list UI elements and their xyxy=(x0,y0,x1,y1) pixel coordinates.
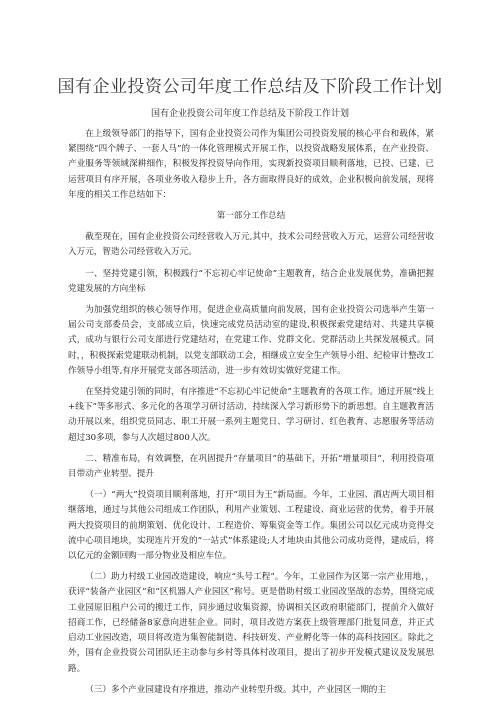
paragraph-industrial-parks: （三）多个产业园建设有序推进，推动产业转型升级。其中，产业园区一期的主 xyxy=(85,684,386,695)
document-title: 国有企业投资公司年度工作总结及下阶段工作计划 xyxy=(57,77,443,97)
heading-party-building: 一、坚持党建引领，积极践行“不忘初心牢记使命”主题教育，结合企业发展优势，准确把握党建发展的方向坐标 xyxy=(68,268,434,294)
paragraph-village-park: （二）助力村级工业园改造建设，响应“头号工程”。今年，工业园作为区第一宗产业用地，，获评“装备产业园区”和“区机器人产业园区”称号。更是借助村级工业园改坚战的态势，围绕完成工业园原旧租户公司的搬迁工作，同步通过收集资源，协调相关区政府职能部门，提前介入做好招商工作，已经储备8家意向进驻企业。同时，项目改造方案获上级管理部门批复同意，并正式启动工业园改造，项目将改造为集智能制造、科技研发、产业孵化等一体的高科技园区。除此之外，国有企业投资公司团队还主动参与乡村等具体村改项目，提出了初步开发模式建议及发展思路。 xyxy=(68,572,434,674)
section-heading-part-one: 第一部分工作总结 xyxy=(216,211,286,222)
paragraph-theme-education: 在坚持党建引领的同时，有序推进“不忘初心牢记使命”主题教育的各项工作。通过开展“线上+线下”等多形式、多元化的各项学习研讨活动，持续深入学习新形势下的新思想。自主题教育活动开展以来，组织党员同志、职工开展一系列主题党日、学习研讨、红色教育、志愿服务等活动超过30多项，参与人次超过800人次。 xyxy=(68,387,434,443)
paragraph-intro: 在上级领导部门的指导下，国有企业投资公司作为集团公司投资发展的核心平台和载体，紧紧围绕“四个牌子、一套人马”的一体化管理模式开展工作，以投资战略发展体系，在产业投资、产业服务等领域深耕细作，积极发挥投资导向作用，实现新投资项目顺利落地，已投、已建、已运营项目有序开展，各项业务收入稳步上升，各方面取得良好的成效，企业积极向前发展，现将年度的相关工作总结如下： xyxy=(68,129,434,200)
paragraph-party-organization: 为加强党组织的核心领导作用，促进企业高质量向前发展，国有企业投资公司选举产生第一届公司支部委员会，支部成立后，快速完成党员活动室的建设,积极探索党建结对、共建共享模式，成功与银行公司支部进行党建结对，在党建工作、党群文化、党群活动上共探发展模式。同时，，积极探索党建联动机制，以党支部联动工会，相继成立安全生产领导小组、纪检审计整改工作领导小组等,有序开展党支部各项活动，进一步有效切实做好党建工作。 xyxy=(68,305,434,376)
paragraph-revenue: 截至现在，国有企业投资公司经营收入万元,其中，技术公司经营收入万元，运营公司经营收入万元，智造公司经营收入万元。 xyxy=(68,232,434,258)
paragraph-two-projects: （一）“两大”投资项目顺利落地，打开“项目为王”新局面。今年，工业园、酒店两大项目相继落地，通过与其他公司组成工作团队，利用产业策划、工程建设、商业运营的优势，着手开展两大投资项目的前期策划、优化设计、工程造价、筹集资金等工作。集团公司以亿元成功竞得交流中心项目地块，实现连片开发的“一站式”体系建设;人才地块由其他公司成功竞得，建成后，将以亿元的金额回购一部分物业及相应车位。 xyxy=(68,490,434,562)
heading-precise-layout: 二、精准布局，有效调整，在巩固提升“存量项目”的基础下，开拓“增量项目”，利用投资项目带动产业转型、提升 xyxy=(68,453,434,480)
document-body xyxy=(68,127,434,698)
document-subtitle: 国有企业投资公司年度工作总结及下阶段工作计划 xyxy=(150,109,349,119)
